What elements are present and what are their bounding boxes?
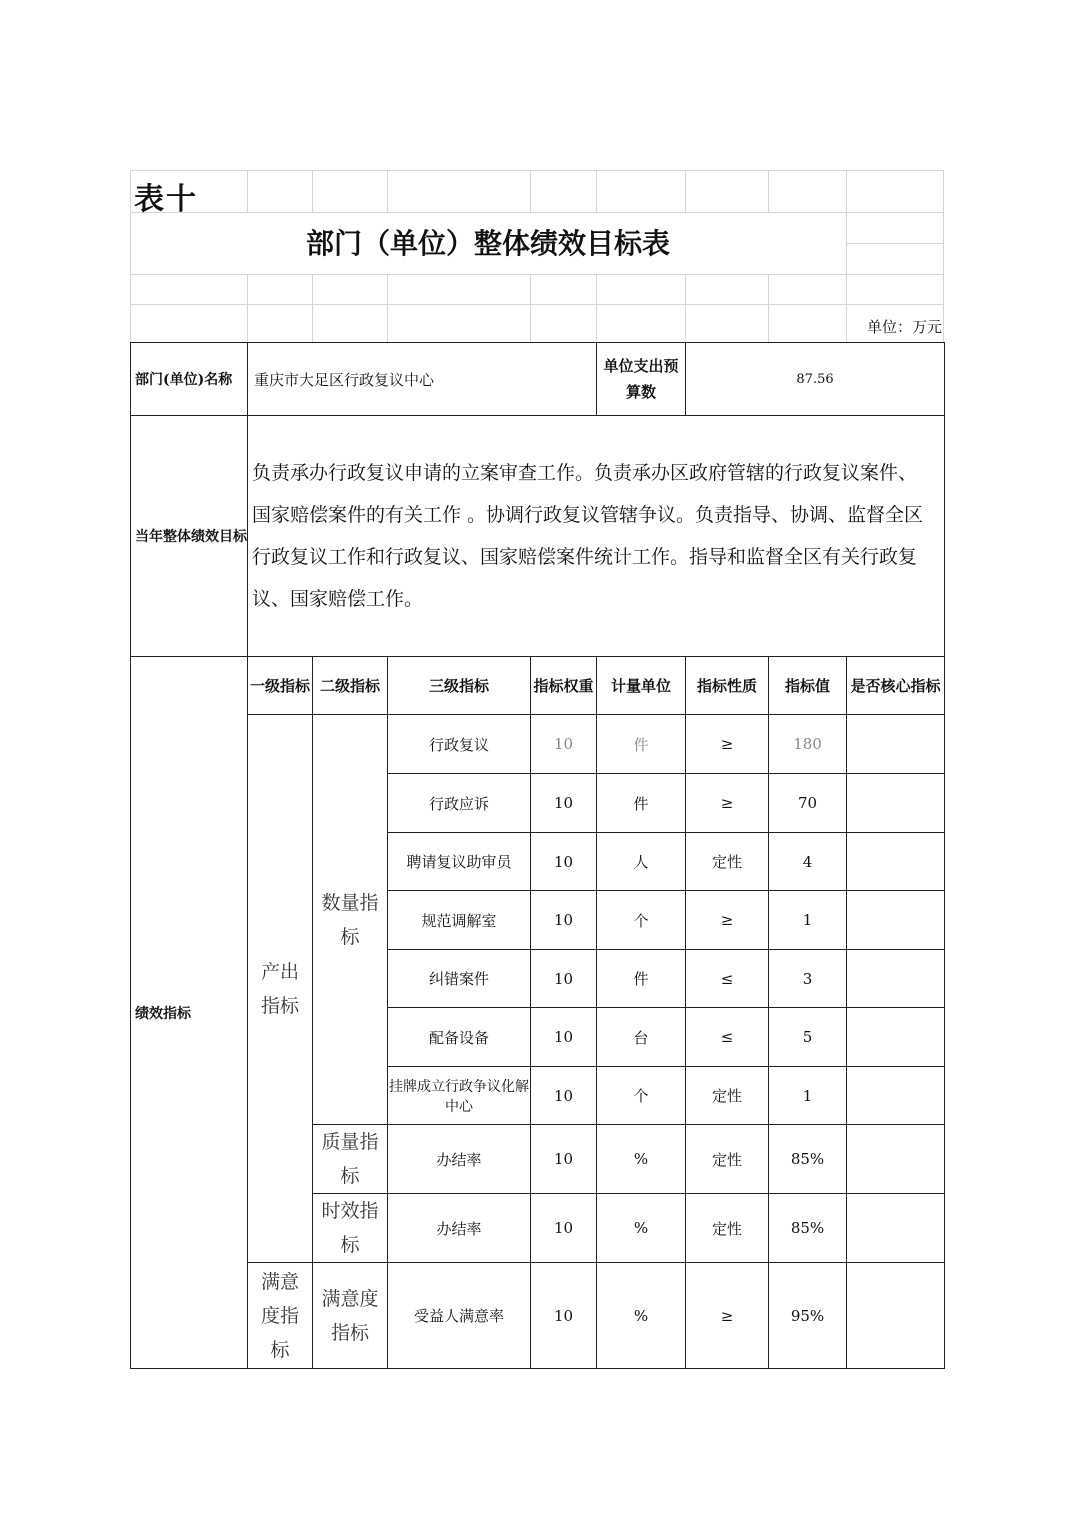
row-weight: 10: [531, 1263, 597, 1369]
row-weight: 10: [531, 1067, 597, 1125]
level2-satisfaction: 满意度指标: [313, 1263, 388, 1369]
row-name: 受益人满意率: [388, 1263, 531, 1369]
annual-goal-label: 当年整体绩效目标: [131, 416, 248, 657]
budget-label: 单位支出预算数: [597, 343, 686, 416]
budget-value: 87.56: [686, 343, 945, 416]
header-core: 是否核心指标: [847, 657, 945, 715]
row-name: 配备设备: [388, 1008, 531, 1067]
row-core: [847, 833, 945, 891]
table-row: [131, 715, 945, 774]
row-unit: 件: [597, 715, 686, 774]
dept-name-label: 部门(单位)名称: [131, 343, 248, 416]
row-value: 3: [769, 950, 847, 1008]
row-unit: %: [597, 1125, 686, 1194]
row-nature: 定性: [686, 1125, 769, 1194]
annual-goal-text: 负责承办行政复议申请的立案审查工作。负责承办区政府管辖的行政复议案件、国家赔偿案件的有关工作 。协调行政复议管辖争议。负责指导、协调、监督全区行政复议工作和行政复议、国家赔偿案件统计工作。指导和监督全区有关行政复议、国家赔偿工作。: [248, 416, 945, 657]
row-unit: %: [597, 1263, 686, 1369]
unit-label: 单位：万元: [866, 318, 942, 336]
row-name: 办结率: [388, 1194, 531, 1263]
row-nature: ≤: [686, 1008, 769, 1067]
level2-quantity: 数量指标: [313, 715, 388, 1125]
row-core: [847, 1263, 945, 1369]
row-core: [847, 715, 945, 774]
row-core: [847, 1067, 945, 1125]
row-value: 95%: [769, 1263, 847, 1369]
row-name: 聘请复议助审员: [388, 833, 531, 891]
row-core: [847, 891, 945, 950]
spreadsheet-grid-header-area: [130, 170, 944, 342]
header-weight: 指标权重: [531, 657, 597, 715]
page-title: 部门（单位）整体绩效目标表: [305, 227, 670, 260]
row-weight: 10: [531, 891, 597, 950]
row-weight: 10: [531, 1125, 597, 1194]
row-value: 4: [769, 833, 847, 891]
row-weight: 10: [531, 1008, 597, 1067]
row-core: [847, 1194, 945, 1263]
row-nature: 定性: [686, 1194, 769, 1263]
row-core: [847, 1008, 945, 1067]
row-value: 85%: [769, 1125, 847, 1194]
level1-satisfaction: 满意度指标: [248, 1263, 313, 1369]
row-core: [847, 950, 945, 1008]
row-unit: 人: [597, 833, 686, 891]
row-value: 1: [769, 1067, 847, 1125]
dept-name-value: 重庆市大足区行政复议中心: [248, 343, 597, 416]
header-value: 指标值: [769, 657, 847, 715]
header-unit: 计量单位: [597, 657, 686, 715]
row-value: 180: [769, 715, 847, 774]
row-weight: 10: [531, 950, 597, 1008]
header-level1: 一级指标: [248, 657, 313, 715]
row-nature: ≥: [686, 891, 769, 950]
row-nature: ≤: [686, 950, 769, 1008]
row-weight: 10: [531, 774, 597, 833]
row-unit: 个: [597, 1067, 686, 1125]
level1-output: 产出指标: [248, 715, 313, 1263]
header-level3: 三级指标: [388, 657, 531, 715]
row-unit: 台: [597, 1008, 686, 1067]
header-level2: 二级指标: [313, 657, 388, 715]
row-name: 办结率: [388, 1125, 531, 1194]
row-core: [847, 774, 945, 833]
row-nature: 定性: [686, 1067, 769, 1125]
row-name: 纠错案件: [388, 950, 531, 1008]
table-number: 表十: [134, 182, 198, 217]
row-name: 规范调解室: [388, 891, 531, 950]
level2-timeliness: 时效指标: [313, 1194, 388, 1263]
row-name: 行政复议: [388, 715, 531, 774]
row-unit: 件: [597, 774, 686, 833]
row-value: 70: [769, 774, 847, 833]
row-unit: 个: [597, 891, 686, 950]
header-nature: 指标性质: [686, 657, 769, 715]
performance-target-sheet: [130, 170, 944, 1361]
row-unit: %: [597, 1194, 686, 1263]
row-weight: 10: [531, 715, 597, 774]
table-row: [131, 1263, 945, 1369]
row-value: 5: [769, 1008, 847, 1067]
row-name: 挂牌成立行政争议化解中心: [388, 1067, 531, 1125]
row-nature: ≥: [686, 715, 769, 774]
row-unit: 件: [597, 950, 686, 1008]
row-nature: 定性: [686, 833, 769, 891]
row-name: 行政应诉: [388, 774, 531, 833]
row-nature: ≥: [686, 1263, 769, 1369]
performance-table: [130, 342, 945, 1369]
perf-indicators-label: 绩效指标: [131, 657, 248, 1369]
level2-quality: 质量指标: [313, 1125, 388, 1194]
row-weight: 10: [531, 833, 597, 891]
row-value: 85%: [769, 1194, 847, 1263]
row-nature: ≥: [686, 774, 769, 833]
row-core: [847, 1125, 945, 1194]
row-weight: 10: [531, 1194, 597, 1263]
row-value: 1: [769, 891, 847, 950]
